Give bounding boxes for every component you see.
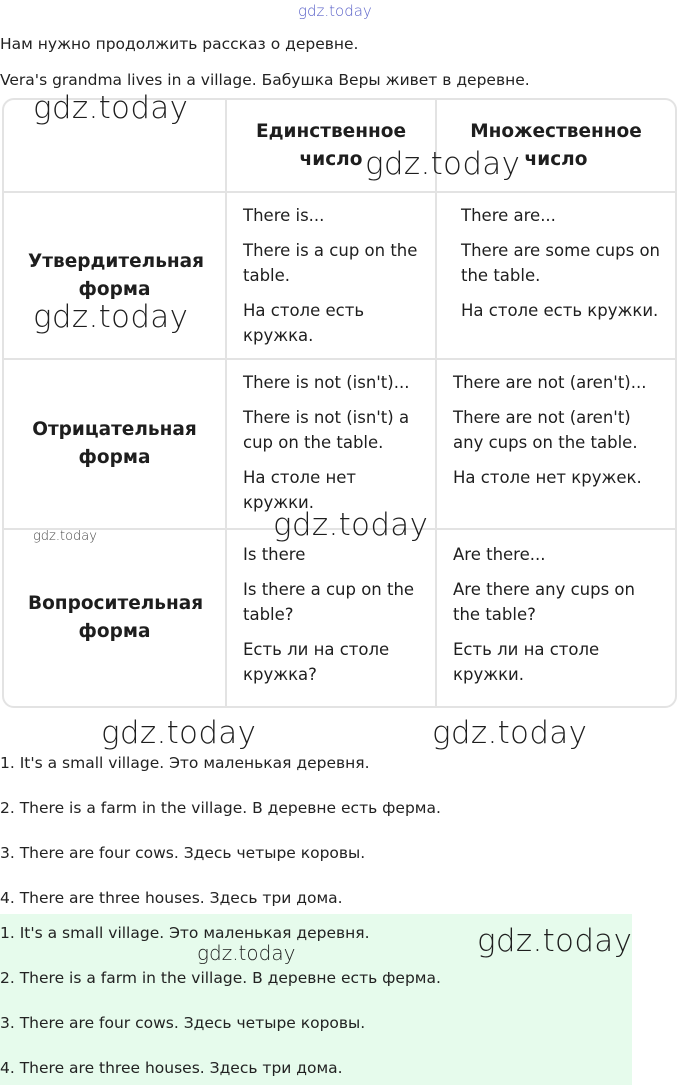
cell-text: There is not (isn't)... — [243, 373, 410, 392]
cell-text: На столе нет кружки. — [243, 468, 357, 512]
watermark: gdz.today — [33, 299, 189, 335]
cell-text: There are not (aren't)... — [453, 373, 647, 392]
cell-text: Есть ли на столе кружка? — [243, 640, 390, 684]
cell-text: There are not (aren't) any cups on the table. — [453, 408, 638, 452]
row-label-affirmative: Утвердительная форма — [4, 192, 226, 359]
intro-line-2: Vera's grandma lives in a village. Бабушка Веры живет в деревне. — [0, 71, 530, 89]
cell-text: There is a cup on the table. — [243, 241, 418, 285]
cell-affirmative-plural — [436, 192, 675, 359]
cell-text: Есть ли на столе кружки. — [453, 640, 600, 684]
cell-text: Is there — [243, 545, 306, 564]
watermark: gdz.today — [432, 715, 588, 751]
cell-text: Are there... — [453, 545, 546, 564]
cell-text: There are some cups on the table. — [461, 241, 660, 285]
row-label-question: Вопросительная форма — [4, 529, 226, 706]
cell-negative-singular — [226, 359, 436, 529]
watermark-small: gdz.today — [33, 529, 97, 544]
cell-text: There are... — [461, 206, 556, 225]
watermark: gdz.today — [365, 146, 521, 182]
watermark: gdz.today — [33, 90, 189, 126]
cell-affirmative-singular — [226, 192, 436, 359]
cell-negative-plural — [436, 359, 675, 529]
answer-2: 2. There is a farm in the village. В деревне есть ферма. — [0, 969, 441, 987]
cell-question-plural — [436, 529, 675, 706]
sentence-1: 1. It's a small village. Это маленькая деревня. — [0, 754, 370, 772]
sentence-4: 4. There are three houses. Здесь три дома. — [0, 889, 343, 907]
sentence-2: 2. There is a farm in the village. В деревне есть ферма. — [0, 799, 441, 817]
answer-3: 3. There are four cows. Здесь четыре коровы. — [0, 1014, 366, 1032]
answer-1: 1. It's a small village. Это маленькая деревня. — [0, 924, 370, 942]
watermark: gdz.today — [197, 941, 296, 965]
watermark-top: gdz.today — [298, 2, 372, 20]
sentence-3: 3. There are four cows. Здесь четыре коровы. — [0, 844, 366, 862]
watermark: gdz.today — [101, 715, 257, 751]
cell-text: На столе есть кружки. — [461, 301, 659, 320]
cell-question-singular — [226, 529, 436, 706]
intro-line-1: Нам нужно продолжить рассказ о деревне. — [0, 35, 359, 53]
cell-text: На столе нет кружек. — [453, 468, 642, 487]
header-singular: Единственное число — [226, 100, 436, 192]
cell-text: На столе есть кружка. — [243, 301, 365, 345]
row-label-negative: Отрицательная форма — [4, 359, 226, 529]
cell-text: Are there any cups on the table? — [453, 580, 635, 624]
watermark: gdz.today — [477, 923, 633, 959]
answer-4: 4. There are three houses. Здесь три дома. — [0, 1059, 343, 1077]
grammar-table — [2, 98, 677, 708]
cell-text: Is there a cup on the table? — [243, 580, 415, 624]
header-plural: Множественное число — [436, 100, 675, 192]
cell-text: There is not (isn't) a cup on the table. — [243, 408, 410, 452]
cell-text: There is... — [243, 206, 325, 225]
watermark: gdz.today — [273, 507, 429, 543]
